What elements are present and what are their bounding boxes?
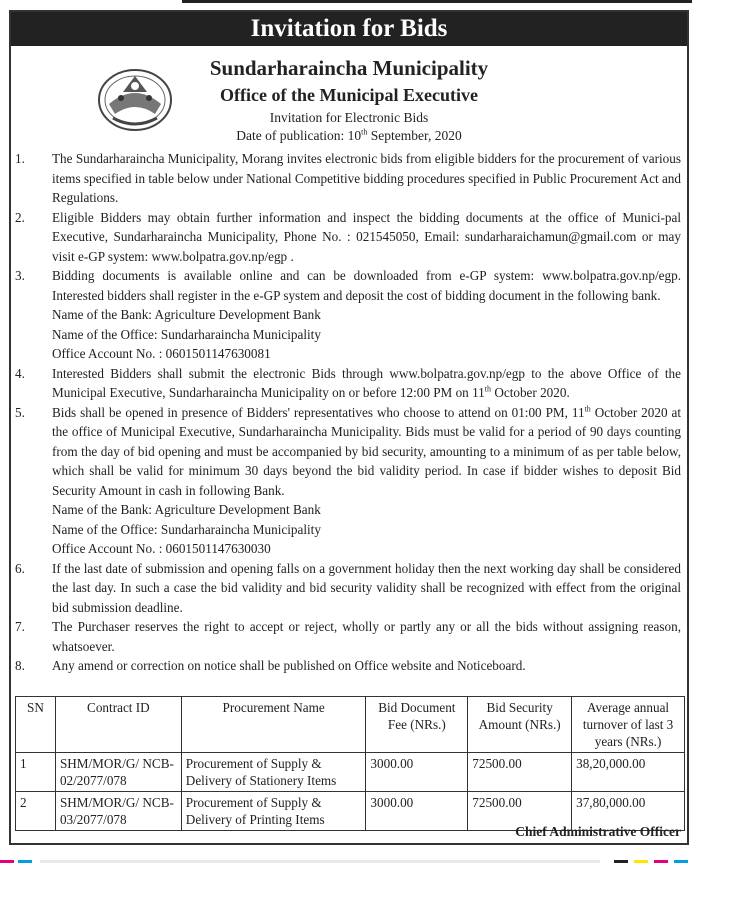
color-bar-magenta-right bbox=[654, 860, 668, 863]
header-procurement-name: Procurement Name bbox=[181, 697, 366, 753]
list-item bbox=[11, 559, 687, 618]
top-rule bbox=[182, 0, 692, 3]
header-sn: SN bbox=[16, 697, 56, 753]
item-text: Bidding documents is available online and can be downloaded from e-GP system: www.bolpatra.gov.np/egp. Interested bidders shall register in the e-GP system and deposit the cost of bidding document in the following bank. bbox=[52, 268, 681, 303]
bank-office: Name of the Office: Sundarharaincha Municipality bbox=[52, 521, 321, 537]
notice-frame bbox=[9, 10, 689, 845]
signature: Chief Administrative Officer bbox=[515, 824, 681, 839]
cell-bid-security: 72500.00 bbox=[468, 792, 572, 831]
list-item bbox=[11, 656, 687, 676]
color-bar-cyan bbox=[18, 860, 32, 863]
cell-contract-id: SHM/MOR/G/ NCB-03/2077/078 bbox=[55, 792, 181, 831]
cell-bid-document-fee: 3000.00 bbox=[366, 792, 468, 831]
item-text: Any amend or correction on notice shall be published on Office website and Noticeboard. bbox=[52, 658, 526, 673]
color-bar-magenta bbox=[0, 860, 14, 863]
color-bar-cyan-right bbox=[674, 860, 688, 863]
item-number: 1. bbox=[15, 151, 25, 166]
bank-account: Office Account No. : 0601501147630030 bbox=[52, 541, 271, 556]
cell-sn: 1 bbox=[16, 753, 56, 792]
notice-items bbox=[11, 149, 687, 676]
color-bar-black bbox=[614, 860, 628, 863]
header-bid-document-fee: Bid Document Fee (NRs.) bbox=[366, 697, 468, 753]
header-contract-id: Contract ID bbox=[55, 697, 181, 753]
item-number: 5. bbox=[15, 404, 25, 420]
header-bid-security: Bid Security Amount (NRs.) bbox=[468, 697, 572, 753]
office-name: Office of the Municipal Executive bbox=[220, 85, 478, 105]
item-number: 2. bbox=[15, 209, 25, 225]
cell-procurement-name: Procurement of Supply & Delivery of Stationery Items bbox=[181, 753, 366, 792]
item-text: If the last date of submission and opening falls on a government holiday then the next working day shall be considered the last day. In such a case the bid validity and bid security validity shall be recognized with effect from the original bid submission deadline. bbox=[52, 560, 681, 615]
item-number: 3. bbox=[15, 268, 25, 283]
cell-annual-turnover: 38,20,000.00 bbox=[572, 753, 685, 792]
list-item bbox=[11, 266, 687, 364]
list-item bbox=[11, 149, 687, 208]
item-text: The Sundarharaincha Municipality, Morang invites electronic bids from eligible bidders for the procurement of various items specified in table below under National Competitive bidding procedures specified in Public Procurement Act and Regulations. bbox=[52, 151, 681, 205]
list-item bbox=[11, 617, 687, 656]
list-item bbox=[11, 403, 687, 559]
header-annual-turnover: Average annual turnover of last 3 years (NRs.) bbox=[572, 697, 685, 753]
notice-title: Invitation for Bids bbox=[11, 12, 687, 46]
cell-contract-id: SHM/MOR/G/ NCB-02/2077/078 bbox=[55, 753, 181, 792]
item-number: 8. bbox=[15, 658, 25, 673]
color-bar-gray bbox=[40, 860, 600, 863]
cell-bid-document-fee: 3000.00 bbox=[366, 753, 468, 792]
notice-subtitle: Invitation for Electronic Bids bbox=[269, 110, 429, 125]
item-text: Eligible Bidders may obtain further information and inspect the bidding documents at the office of Munici-pal Executive, Sundarharaincha Municipality, Phone No. : 021545050, Email: sundarharaichamun@gmail.com or may visit e-GP system: www.bolpatra.gov.np/egp . bbox=[52, 209, 681, 264]
cell-bid-security: 72500.00 bbox=[468, 753, 572, 792]
list-item bbox=[11, 208, 687, 267]
publication-date: Date of publication: 10th September, 2020 bbox=[236, 127, 462, 143]
item-text: Interested Bidders shall submit the electronic Bids through www.bolpatra.gov.np/egp to the above Office of the Municipal Executive, Sundarharaincha Municipality on or before 12:00 PM on 11th October 2020. bbox=[52, 365, 681, 400]
bank-account: Office Account No. : 0601501147630081 bbox=[52, 346, 271, 361]
cell-procurement-name: Procurement of Supply & Delivery of Printing Items bbox=[181, 792, 366, 831]
item-number: 6. bbox=[15, 560, 25, 576]
bank-name: Name of the Bank: Agriculture Development Bank bbox=[52, 307, 321, 322]
color-bar-yellow bbox=[634, 860, 648, 863]
bank-office: Name of the Office: Sundarharaincha Municipality bbox=[52, 326, 321, 342]
item-number: 7. bbox=[15, 619, 25, 634]
item-text: The Purchaser reserves the right to accept or reject, wholly or partly any or all the bids without assigning reason, whatsoever. bbox=[52, 619, 681, 654]
item-text: Bids shall be opened in presence of Bidders' representatives who choose to attend on 01:00 PM, 11th October 2020 at the office of Municipal Executive, Sundarharaincha Municipality. Bids must be valid for a period of 90 days counting from the day of bid opening and must be accompanied by bid security, amounting to a minimum of as per table below, which shall be valid for minimum 30 days beyond the bid validity period. In case if bidder wishes to deposit Bid Security Amount in cash in following Bank. bbox=[52, 404, 681, 498]
item-number: 4. bbox=[15, 365, 25, 381]
table-row bbox=[16, 753, 685, 792]
cell-sn: 2 bbox=[16, 792, 56, 831]
municipality-name: Sundarharaincha Municipality bbox=[209, 56, 489, 80]
list-item bbox=[11, 364, 687, 403]
table-header-row bbox=[16, 697, 685, 753]
bid-table bbox=[15, 696, 685, 831]
bank-name: Name of the Bank: Agriculture Development Bank bbox=[52, 502, 321, 517]
cell-annual-turnover: 37,80,000.00 bbox=[572, 792, 685, 831]
